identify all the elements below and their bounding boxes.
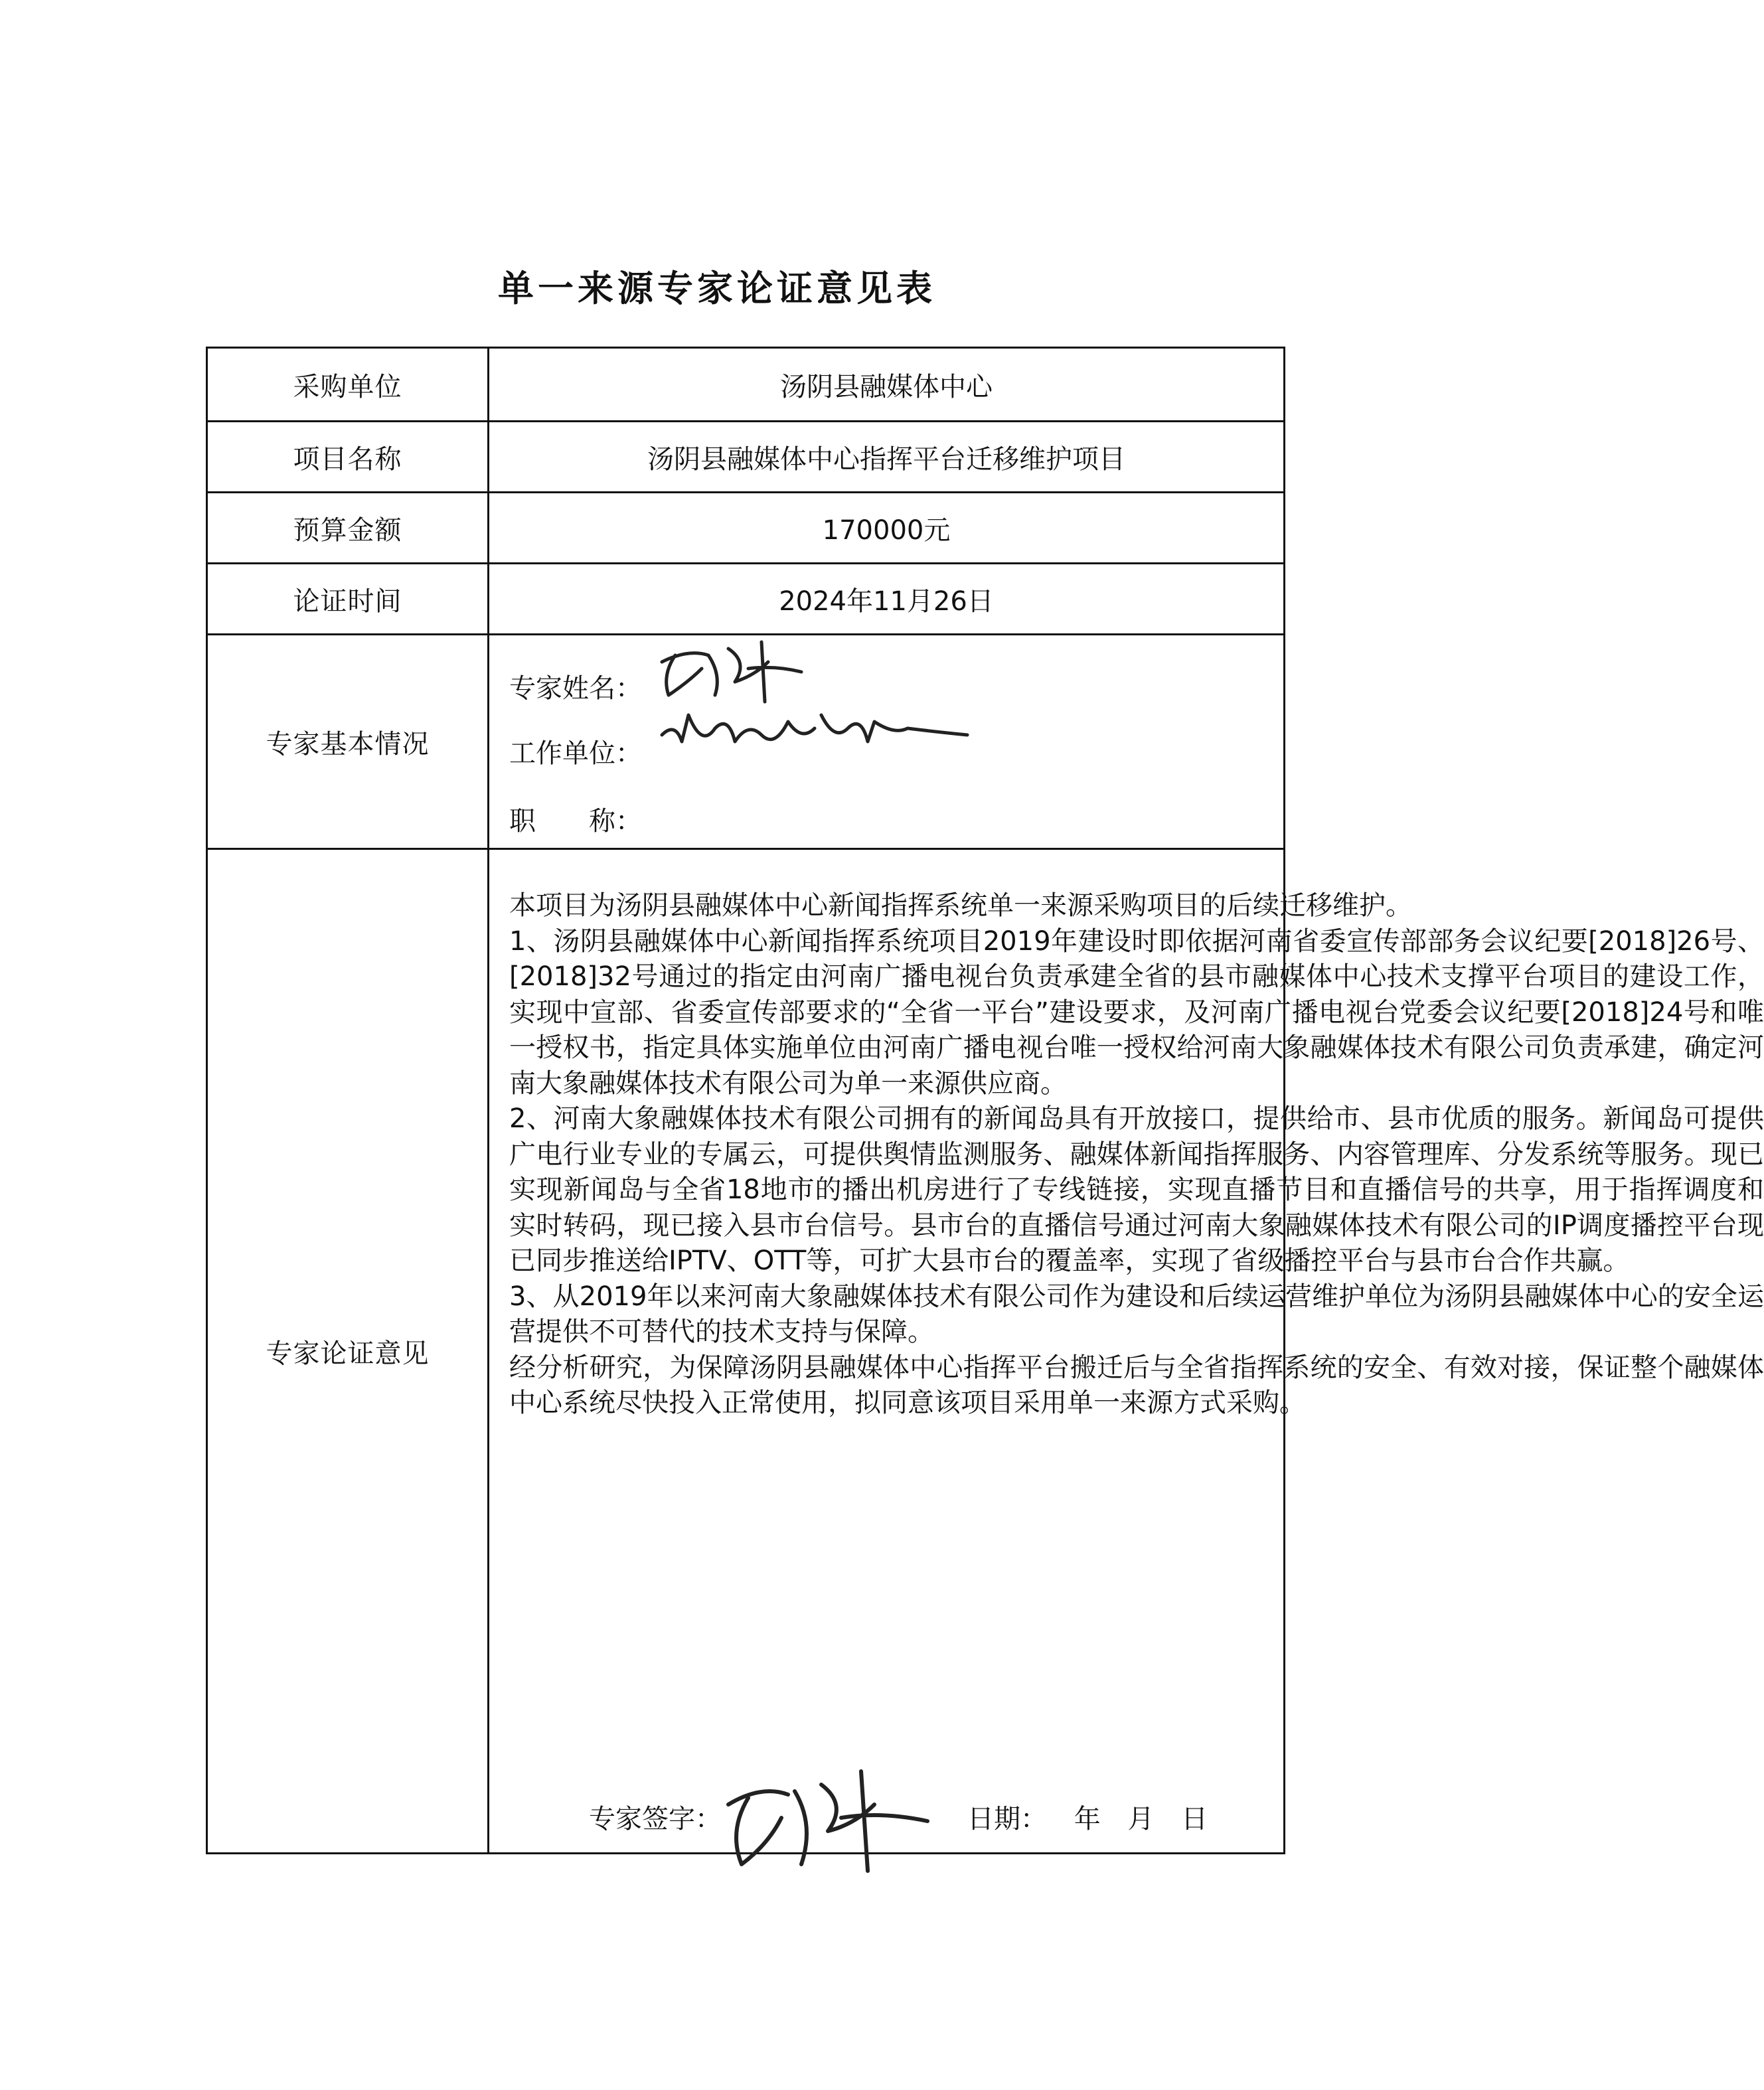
expert-info-row: [207, 635, 1285, 849]
opinion-paragraph: 1、汤阴县融媒体中心新闻指挥系统项目2019年建设时即依据河南省委宣传部部务会议纪要[2018]26号、[2018]32号通过的指定由河南广播电视台负责承建全省的县市融媒体中心技术支撑平台项目的建设工作，实现中宣部、省委宣传部要求的“全省一平台”建设要求，及河南广播电视台党委会议纪要[2018]24号和唯一授权书，指定具体实施单位由河南广播电视台唯一授权给河南大象融媒体技术有限公司负责承建，确定河南大象融媒体技术有限公司为单一来源供应商。: [509, 925, 1764, 1099]
form-title: 单一来源专家论证意见表: [498, 267, 936, 309]
budget-row: [207, 493, 1285, 564]
signature-date-label: 日期： 年 月 日: [967, 1804, 1208, 1834]
opinion-label: 专家论证意见: [207, 849, 489, 1854]
expert-signature: [715, 1765, 941, 1878]
expert-info-cell: [489, 635, 1285, 849]
expert-name-label: 专家姓名：: [509, 673, 642, 704]
expert-signature-label: 专家签字：: [589, 1804, 722, 1834]
opinion-paragraph: 2、河南大象融媒体技术有限公司拥有的新闻岛具有开放接口，提供给市、县市优质的服务。新闻岛可提供广电行业专业的专属云，可提供舆情监测服务、融媒体新闻指挥服务、内容管理库、分发系统等服务。现已实现新闻岛与全省18地市的播出机房进行了专线链接，实现直播节目和直播信号的共享，用于指挥调度和实时转码，现已接入县市台信号。县市台的直播信号通过河南大象融媒体技术有限公司的IP调度播控平台现已同步推送给IPTV、OTT等，可扩大县市台的覆盖率，实现了省级播控平台与县市台合作共赢。: [509, 1103, 1764, 1276]
project-label: 项目名称: [207, 422, 489, 493]
date-value: 2024年11月26日: [489, 564, 1285, 635]
work-unit-signature: [655, 702, 974, 762]
purchaser-row: [207, 348, 1285, 422]
opinion-paragraph: 本项目为汤阴县融媒体中心新闻指挥系统单一来源采购项目的后续迁移维护。: [509, 890, 1412, 921]
work-unit-label: 工作单位：: [509, 738, 642, 769]
expert-opinion-table: [206, 347, 1764, 1854]
expert-name-signature: [649, 635, 821, 708]
opinion-paragraph: 3、从2019年以来河南大象融媒体技术有限公司作为建设和后续运营维护单位为汤阴县融媒体中心的安全运营提供不可替代的技术支持与保障。: [509, 1281, 1764, 1347]
date-label: 论证时间: [207, 564, 489, 635]
budget-label: 预算金额: [207, 493, 489, 564]
opinion-text: [509, 888, 1764, 1421]
budget-value: 170000元: [489, 493, 1285, 564]
project-value: 汤阴县融媒体中心指挥平台迁移维护项目: [489, 422, 1285, 493]
purchaser-label: 采购单位: [207, 348, 489, 422]
date-row: [207, 564, 1285, 635]
opinion-paragraph: 经分析研究，为保障汤阴县融媒体中心指挥平台搬迁后与全省指挥系统的安全、有效对接，保证整个融媒体中心系统尽快投入正常使用，拟同意该项目采用单一来源方式采购。: [509, 1352, 1764, 1418]
purchaser-value: 汤阴县融媒体中心: [489, 348, 1285, 422]
job-title-label: 职 称：: [509, 806, 642, 837]
expert-info-label: 专家基本情况: [207, 635, 489, 849]
opinion-cell: [489, 849, 1764, 1854]
opinion-row: [207, 849, 1285, 1854]
project-row: [207, 422, 1285, 493]
